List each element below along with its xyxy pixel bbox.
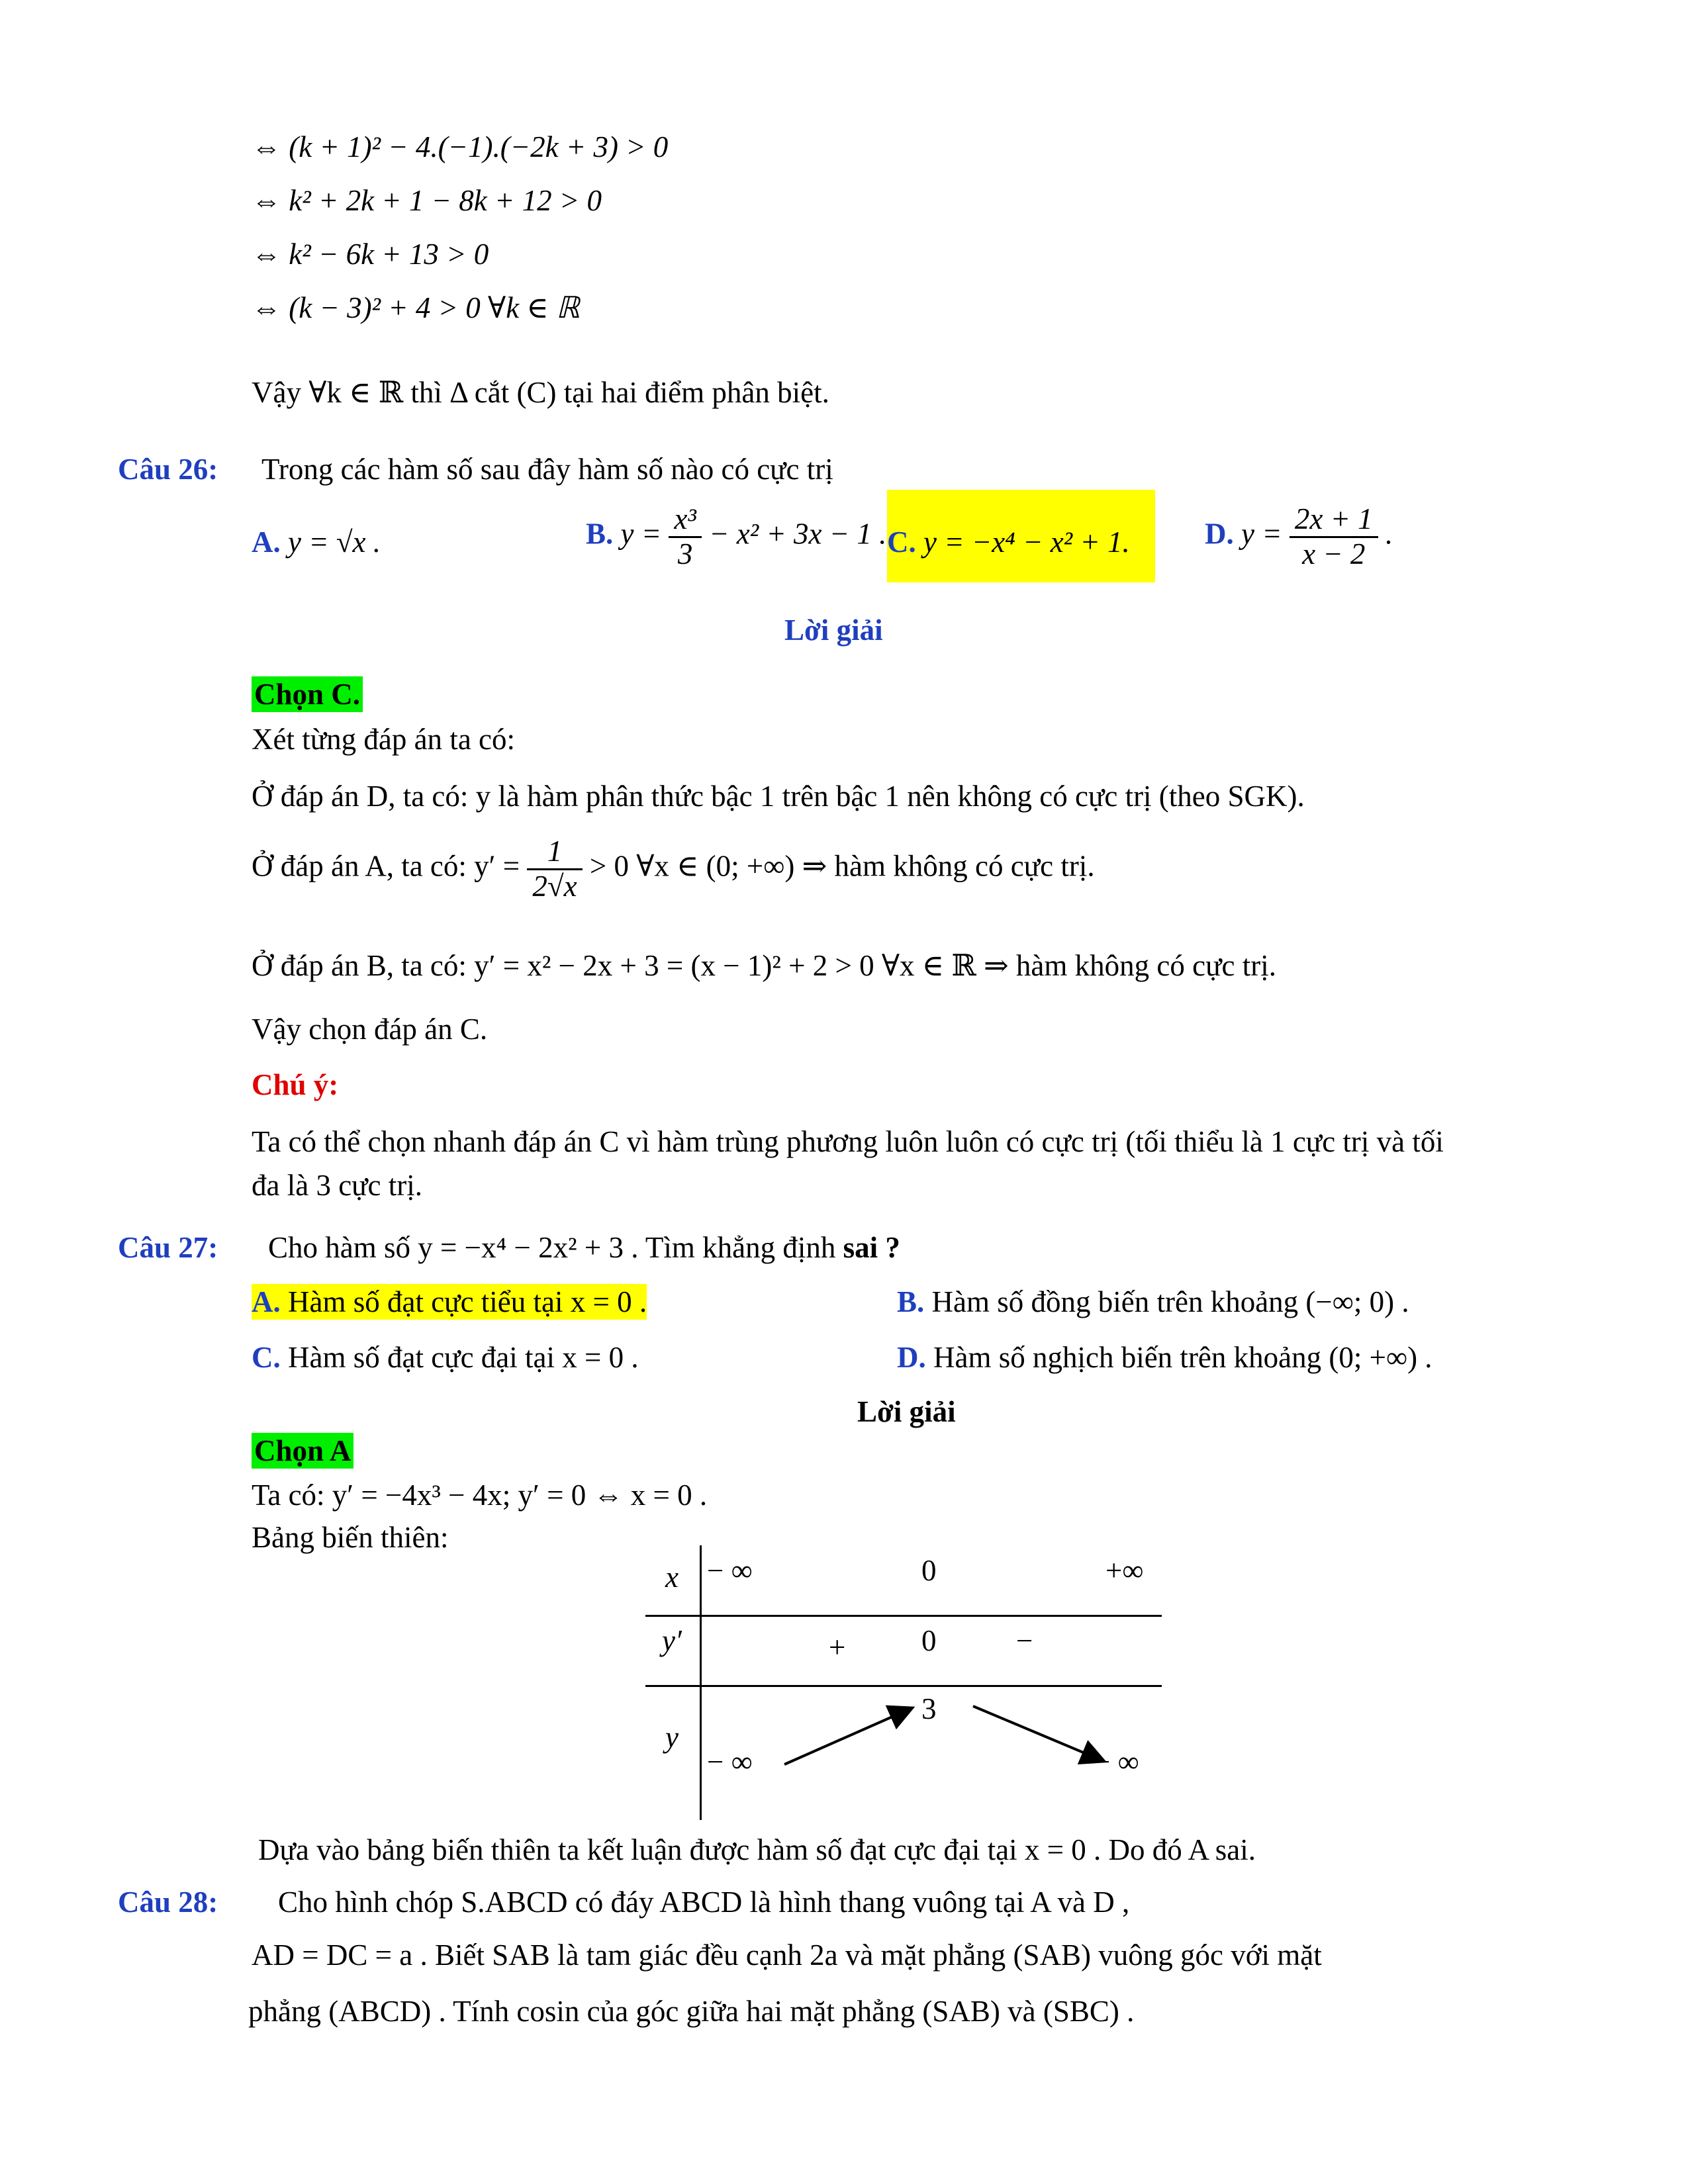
decreasing-arrow xyxy=(973,1706,1102,1760)
table-x-mid: 0 xyxy=(921,1554,937,1587)
q26-s3-post: > 0 ∀x ∈ (0; +∞) ⇒ hàm không có cực trị. xyxy=(589,849,1095,883)
q26-b-post: − x² + 3x − 1 . xyxy=(709,517,887,551)
q26-d-label: D. xyxy=(1205,517,1234,551)
table-yp-left: + xyxy=(829,1631,846,1664)
q26-d-num: 2x + 1 xyxy=(1289,503,1378,538)
question-27-label: Câu 27: xyxy=(118,1231,218,1264)
q26-note-2: đa là 3 cực trị. xyxy=(252,1169,423,1202)
table-yp-right: − xyxy=(1016,1624,1033,1657)
q27-a-text: Hàm số đạt cực tiểu tại x = 0 . xyxy=(288,1285,647,1318)
question-26-label: Câu 26: xyxy=(118,453,218,486)
table-x-right: +∞ xyxy=(1105,1554,1144,1587)
q26-b-label: B. xyxy=(586,517,614,551)
q26-d-pre: y = xyxy=(1241,517,1282,551)
q26-a-label: A. xyxy=(252,525,281,559)
table-y-right: − ∞ xyxy=(1094,1745,1139,1778)
table-x-left: − ∞ xyxy=(707,1554,753,1587)
table-yp-mid: 0 xyxy=(921,1624,937,1657)
q27-s2: Bảng biến thiên: xyxy=(252,1521,449,1554)
q26-s3-pre: Ở đáp án A, ta có: y′ = xyxy=(252,849,520,883)
q27-d-label: D. xyxy=(897,1341,926,1374)
q27-b-text: Hàm số đồng biến trên khoảng (−∞; 0) . xyxy=(931,1285,1409,1318)
q26-s4: Ở đáp án B, ta có: y′ = x² − 2x + 3 = (x − 1)² + 2 > 0 ∀x ∈ ℝ ⇒ hàm không có cực trị. xyxy=(252,949,1276,982)
table-y-label: y xyxy=(665,1721,679,1754)
q27-solution-title: Lời giải xyxy=(857,1395,956,1428)
q27-text-pre: Cho hàm số y = −x⁴ − 2x² + 3 . Tìm khẳng định xyxy=(268,1231,836,1264)
q26-s3-num: 1 xyxy=(527,835,582,870)
q26-solution-title: Lời giải xyxy=(784,614,883,647)
q26-s3-den: 2√x xyxy=(532,869,577,903)
q26-s2: Ở đáp án D, ta có: y là hàm phân thức bậc 1 trên bậc 1 nên không có cực trị (theo SGK). xyxy=(252,780,1305,813)
q27-s3: Dựa vào bảng biến thiên ta kết luận được hàm số đạt cực đại tại x = 0 . Do đó A sai. xyxy=(258,1833,1256,1866)
q28-line3: phẳng (ABCD) . Tính cosin của góc giữa hai mặt phẳng (SAB) và (SBC) . xyxy=(248,1995,1135,2028)
table-y-mid: 3 xyxy=(921,1692,937,1725)
q26-s1: Xét từng đáp án ta có: xyxy=(252,723,516,756)
derivation-line-1: ⇔ (k + 1)² − 4.(−1).(−2k + 3) > 0 xyxy=(252,130,669,163)
q26-b-num: x³ xyxy=(669,503,701,538)
q26-c-text: y = −x⁴ − x² + 1. xyxy=(923,525,1130,559)
q27-a-label: A. xyxy=(252,1285,281,1318)
q26-b-den: 3 xyxy=(677,537,693,570)
q26-s5: Vậy chọn đáp án C. xyxy=(252,1013,488,1046)
derivation-line-4: ⇔ (k − 3)² + 4 > 0 ∀k ∈ ℝ xyxy=(252,291,580,324)
table-yp-label: y′ xyxy=(662,1624,682,1657)
q26-a-text: y = √x . xyxy=(288,525,381,559)
q27-c-text: Hàm số đạt cực đại tại x = 0 . xyxy=(288,1341,639,1374)
q26-d-den: x − 2 xyxy=(1302,537,1366,570)
q27-choose: Chọn A xyxy=(252,1433,353,1469)
increasing-arrow xyxy=(784,1709,910,1764)
q28-line1: Cho hình chóp S.ABCD có đáy ABCD là hình thang vuông tại A và D , xyxy=(278,1886,1130,1919)
q26-d-post: . xyxy=(1385,517,1393,551)
conclusion-text: Vậy ∀k ∈ ℝ thì Δ cắt (C) tại hai điểm phân biệt. xyxy=(252,376,829,409)
q27-c-label: C. xyxy=(252,1341,281,1374)
q27-text-bold: sai ? xyxy=(843,1231,900,1264)
q27-s1: Ta có: y′ = −4x³ − 4x; y′ = 0 ⇔ x = 0 . xyxy=(252,1479,708,1512)
q26-note-1: Ta có thể chọn nhanh đáp án C vì hàm trùng phương luôn luôn có cực trị (tối thiểu là 1 cực trị và tối xyxy=(252,1125,1444,1158)
question-26-text: Trong các hàm số sau đây hàm số nào có cực trị xyxy=(261,453,833,486)
q28-line2: AD = DC = a . Biết SAB là tam giác đều cạnh 2a và mặt phẳng (SAB) vuông góc với mặt xyxy=(252,1938,1322,1972)
q26-note-label: Chú ý: xyxy=(252,1068,339,1101)
q26-c-label: C. xyxy=(887,525,916,559)
derivation-line-2: ⇔ k² + 2k + 1 − 8k + 12 > 0 xyxy=(252,184,602,217)
q26-choose: Chọn C. xyxy=(252,676,363,712)
derivation-line-3: ⇔ k² − 6k + 13 > 0 xyxy=(252,238,489,271)
table-y-left: − ∞ xyxy=(707,1745,753,1778)
q26-b-pre: y = xyxy=(620,517,662,551)
q27-d-text: Hàm số nghịch biến trên khoảng (0; +∞) . xyxy=(933,1341,1432,1374)
question-28-label: Câu 28: xyxy=(118,1886,218,1919)
table-x-label: x xyxy=(665,1561,679,1594)
q27-b-label: B. xyxy=(897,1285,925,1318)
